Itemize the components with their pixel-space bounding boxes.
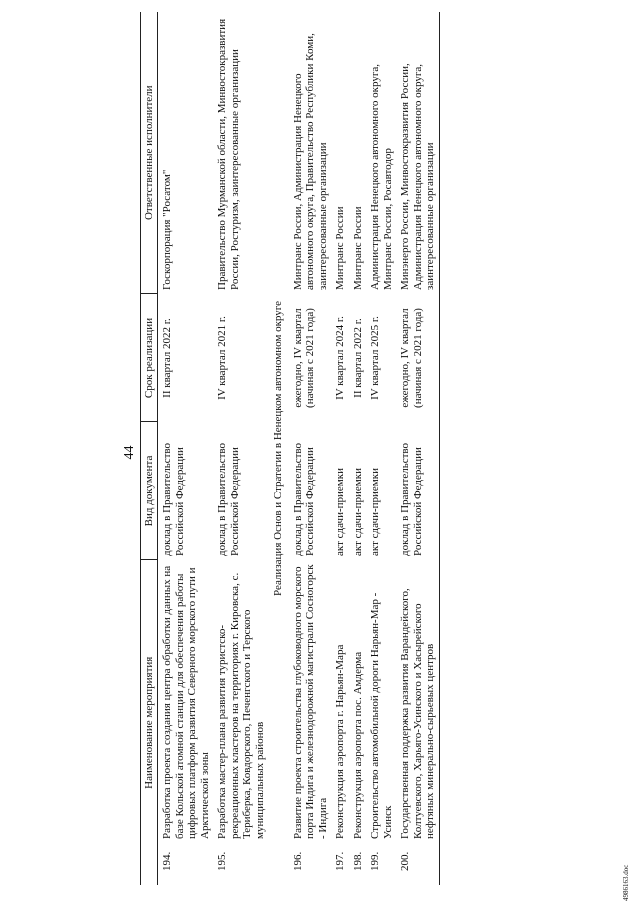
row-responsible: Минтранс России [351,206,364,290]
measures-table [140,12,440,885]
row-responsible: Минэнерго России, Минвостокразвития России, Администрация Ненецкого автономного округа, заинтересованные организации [396,12,439,294]
row-doc-type: доклад в Правительство Российской Федерации [291,442,316,556]
row-doc-type: акт сдачи-приемки [334,468,346,556]
header-name: Наименование мероприятия [141,560,158,885]
row-number: 196. [291,851,304,871]
table-row [331,12,349,885]
row-name: Реконструкция аэропорта г. Нарьян-Мара [334,644,346,839]
row-number: 200. [396,843,439,885]
row-number: 198. [351,851,364,871]
table-row [349,12,367,885]
row-number: 194. [161,851,173,871]
row-doc-type: доклад в Правительство Российской Федерации [396,422,439,560]
table-row [396,12,439,885]
header-term: Срок реализации [141,294,158,422]
row-doc-type: доклад в Правительство Российской Федерации [161,442,186,556]
row-term: IV квартал 2024 г. [334,316,346,400]
header-doc-type: Вид документа [141,422,158,560]
row-responsible: Администрация Ненецкого автономного округа, Минтранс России, Росавтодор [369,63,394,290]
row-name: Государственная поддержка развития Варандейского, Колтуевского, Харьяго-Усинского и Хасырейского нефтяных минерально-сырьевых центров [396,560,439,843]
row-name: Разработка проекта создания центра обработки данных на базе Кольской атомной станции для обеспечения работы цифровых платформ развития Северного морского пути и Арктической зоны [161,565,211,839]
row-term: IV квартал 2021 г. [216,316,228,400]
table-row [158,12,214,885]
row-name: Строительство автомобильной дороги Нарьян-Мар - Усинск [369,592,394,839]
row-number: 195. [216,851,228,871]
row-term: ежегодно, IV квартал (начиная с 2021 года) [291,308,316,408]
row-doc-type: акт сдачи-приемки [369,468,381,556]
row-name: Реконструкция аэропорта пос. Амдерма [351,651,364,839]
row-number: 199. [369,851,381,871]
section-row [268,12,289,885]
row-term: II квартал 2022 г. [161,318,173,398]
row-responsible: Минтранс России [334,206,346,290]
row-number: 197. [334,851,346,871]
table-row [366,12,396,885]
row-name: Разработка мастер-плана развития туристско-рекреационных кластеров на территориях г. Кировска, с. Териберка, Ковдорского, Печенгского и Терского муниципальных районов [216,572,266,839]
row-responsible: Минтранс России, Администрация Ненецкого автономного округа, Правительство Республики Коми, заинтересованные организации [291,33,329,290]
row-doc-type: доклад в Правительство Российской Федерации [216,442,241,556]
header-responsible: Ответственные исполнители [141,12,158,294]
row-responsible: Правительство Мурманской области, Минвостокразвития России, Ростуризм, заинтересованные организации [216,18,241,290]
table-row [213,12,268,885]
row-term: IV квартал 2025 г. [369,316,381,400]
row-name: Развитие проекта строительства глубоководного морского порта Индига и железнодорожной магистрали Сосногорск - Индига [291,564,329,839]
row-term: II квартал 2022 г. [351,318,364,398]
table-header-row [141,12,158,885]
row-responsible: Госкорпорация "Росатом" [161,169,173,290]
footer-filename: 4986163.doc [622,864,630,901]
row-doc-type: акт сдачи-приемки [351,468,364,556]
page-number: 44 [122,445,137,460]
section-title: Реализация Основ и Стратегии в Ненецком автономном округе [272,300,284,597]
table-row [289,12,332,885]
row-term: ежегодно, IV квартал (начиная с 2021 года) [396,294,439,422]
